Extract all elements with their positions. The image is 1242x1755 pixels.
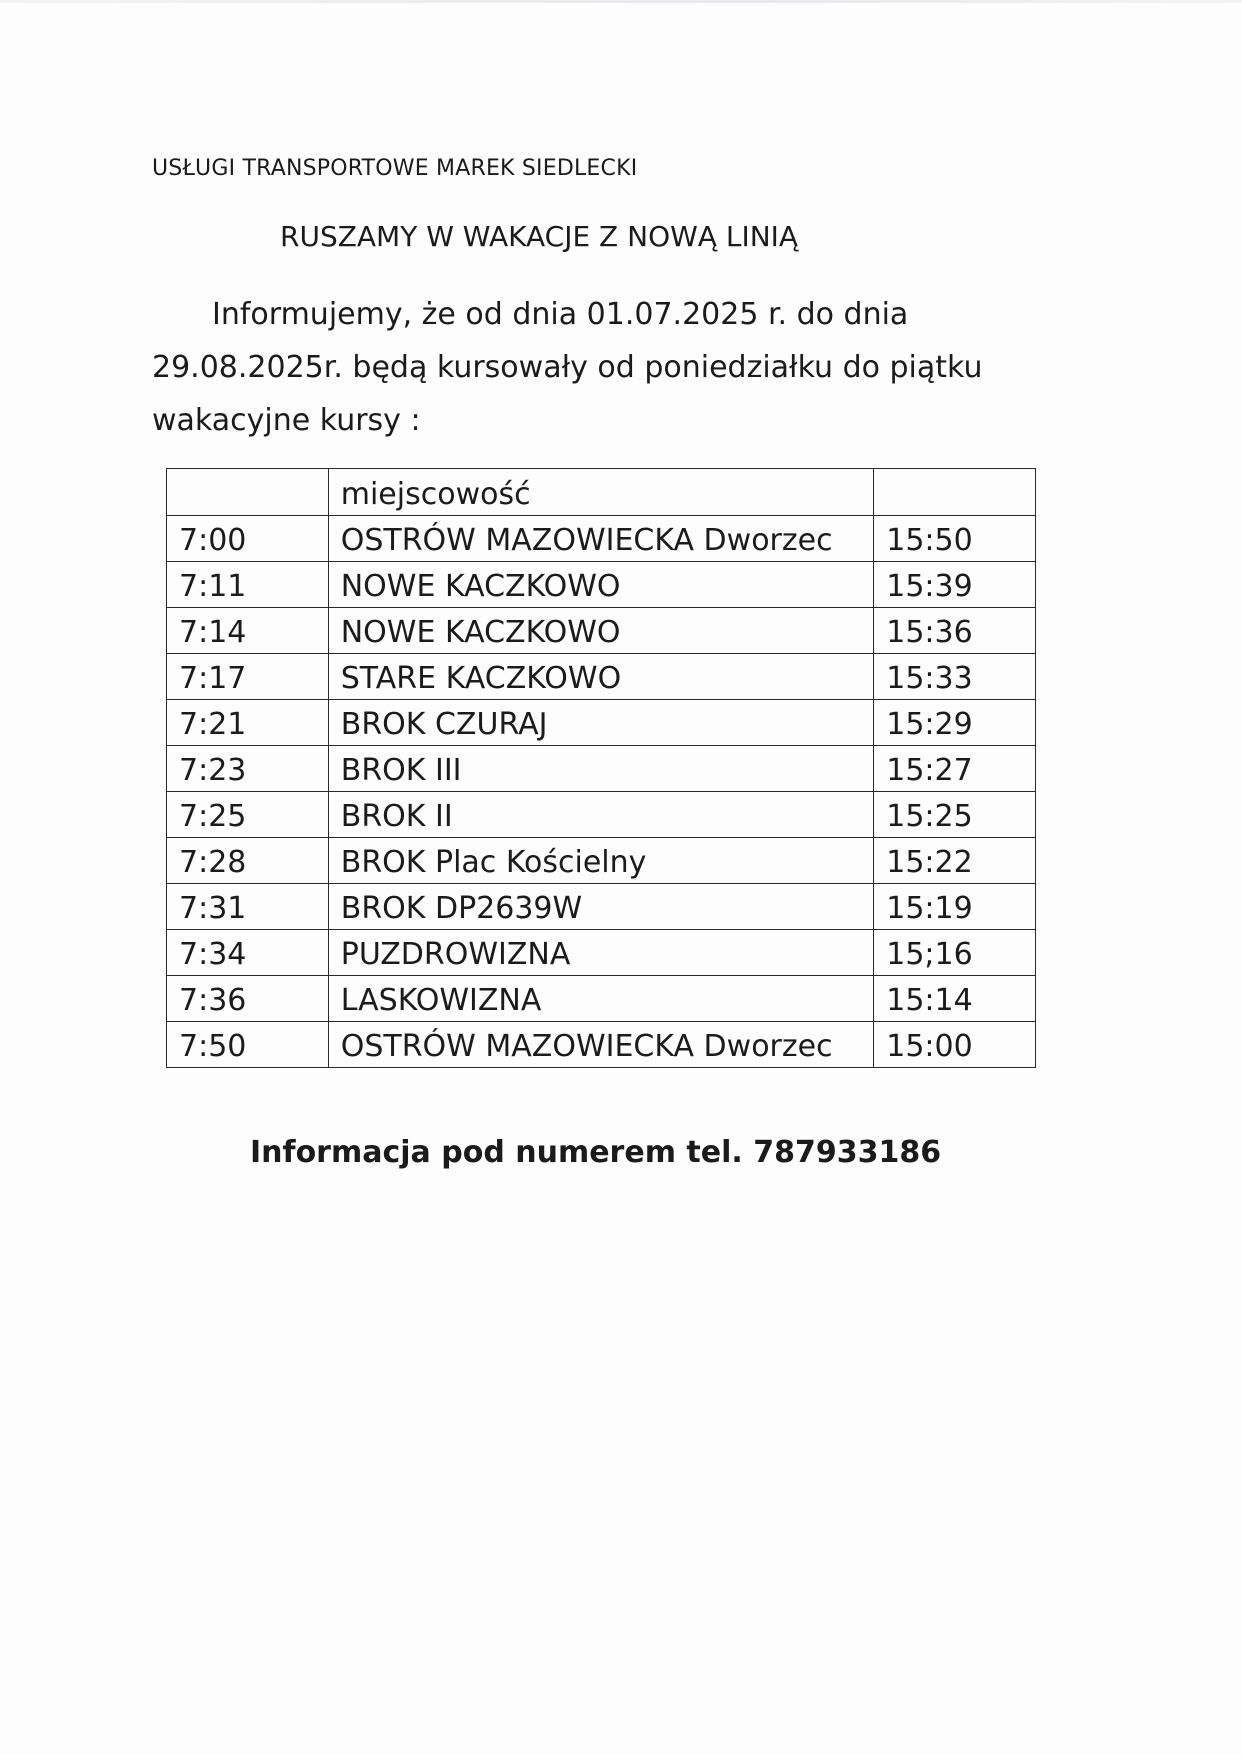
departure-time: 7:34 bbox=[167, 930, 329, 976]
table-row bbox=[167, 976, 1036, 1022]
stop-name: OSTRÓW MAZOWIECKA Dworzec bbox=[328, 1022, 874, 1068]
intro-line: 29.08.2025r. będą kursowały od poniedziałku do piątku bbox=[152, 350, 983, 385]
contact-info: Informacja pod numerem tel. 787933186 bbox=[250, 1135, 942, 1170]
departure-time: 7:17 bbox=[167, 654, 329, 700]
return-time: 15;16 bbox=[874, 930, 1036, 976]
return-time: 15:29 bbox=[874, 700, 1036, 746]
table-header-row bbox=[167, 469, 1036, 516]
intro-line: Informujemy, że od dnia 01.07.2025 r. do dnia bbox=[212, 297, 909, 332]
departure-time: 7:14 bbox=[167, 608, 329, 654]
header-departure-cell bbox=[167, 469, 329, 516]
departure-time: 7:31 bbox=[167, 884, 329, 930]
stop-name: BROK III bbox=[328, 746, 874, 792]
table-row bbox=[167, 608, 1036, 654]
table-row bbox=[167, 746, 1036, 792]
return-time: 15:36 bbox=[874, 608, 1036, 654]
table-row bbox=[167, 516, 1036, 562]
return-time: 15:39 bbox=[874, 562, 1036, 608]
return-time: 15:50 bbox=[874, 516, 1036, 562]
stop-name: BROK Plac Kościelny bbox=[328, 838, 874, 884]
departure-time: 7:23 bbox=[167, 746, 329, 792]
departure-time: 7:00 bbox=[167, 516, 329, 562]
header-place-cell: miejscowość bbox=[328, 469, 874, 516]
stop-name: LASKOWIZNA bbox=[328, 976, 874, 1022]
table-row bbox=[167, 884, 1036, 930]
stop-name: BROK CZURAJ bbox=[328, 700, 874, 746]
return-time: 15:14 bbox=[874, 976, 1036, 1022]
intro-paragraph bbox=[152, 288, 1012, 447]
headline: RUSZAMY W WAKACJE Z NOWĄ LINIĄ bbox=[280, 220, 799, 253]
departure-time: 7:25 bbox=[167, 792, 329, 838]
header-return-cell bbox=[874, 469, 1036, 516]
departure-time: 7:28 bbox=[167, 838, 329, 884]
return-time: 15:00 bbox=[874, 1022, 1036, 1068]
departure-time: 7:50 bbox=[167, 1022, 329, 1068]
return-time: 15:33 bbox=[874, 654, 1036, 700]
intro-line: wakacyjne kursy : bbox=[152, 403, 421, 438]
stop-name: NOWE KACZKOWO bbox=[328, 562, 874, 608]
scan-edge bbox=[0, 0, 1242, 3]
table-row bbox=[167, 792, 1036, 838]
return-time: 15:22 bbox=[874, 838, 1036, 884]
table-row bbox=[167, 654, 1036, 700]
table-row bbox=[167, 562, 1036, 608]
company-name: USŁUGI TRANSPORTOWE MAREK SIEDLECKI bbox=[152, 156, 638, 181]
return-time: 15:19 bbox=[874, 884, 1036, 930]
stop-name: BROK II bbox=[328, 792, 874, 838]
table-row bbox=[167, 700, 1036, 746]
departure-time: 7:36 bbox=[167, 976, 329, 1022]
return-time: 15:27 bbox=[874, 746, 1036, 792]
table-row bbox=[167, 1022, 1036, 1068]
stop-name: OSTRÓW MAZOWIECKA Dworzec bbox=[328, 516, 874, 562]
stop-name: NOWE KACZKOWO bbox=[328, 608, 874, 654]
return-time: 15:25 bbox=[874, 792, 1036, 838]
stop-name: BROK DP2639W bbox=[328, 884, 874, 930]
stop-name: STARE KACZKOWO bbox=[328, 654, 874, 700]
departure-time: 7:21 bbox=[167, 700, 329, 746]
schedule-table bbox=[166, 468, 1036, 1068]
stop-name: PUZDROWIZNA bbox=[328, 930, 874, 976]
table-row bbox=[167, 838, 1036, 884]
departure-time: 7:11 bbox=[167, 562, 329, 608]
table-row bbox=[167, 930, 1036, 976]
